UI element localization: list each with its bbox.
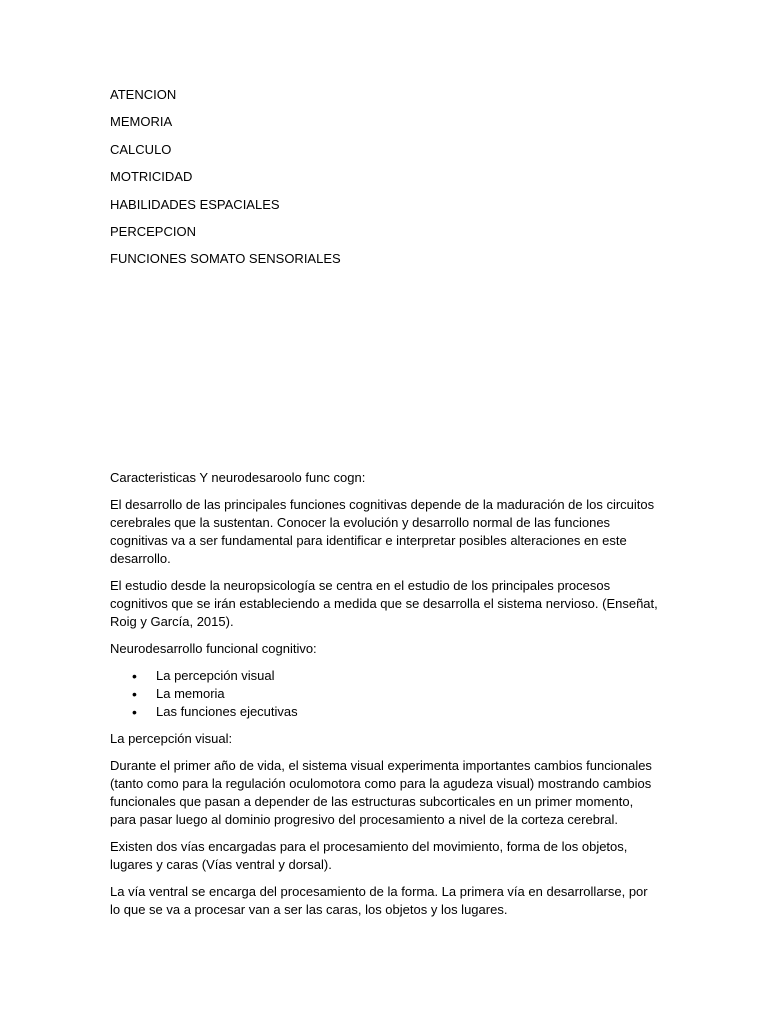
bullet-item: • La percepción visual [156,667,658,685]
topic-item: ATENCION [110,87,177,102]
topic-list [110,86,658,268]
bullet-list [110,667,658,721]
bullet-item: • La memoria [156,685,658,703]
subheading: Neurodesarrollo funcional cognitivo: [110,640,317,656]
topic-item: FUNCIONES SOMATO SENSORIALES [110,251,341,267]
paragraph: Existen dos vías encargadas para el procesamiento del movimiento, forma de los objetos, lugares y caras (Vías ventral y dorsal). [110,838,628,872]
paragraph: El estudio desde la neuropsicología se centra en el estudio de los principales procesos cognitivos que se irán estableciendo a medida que se desarrolla el sistema nervioso. (Enseñat, Roig y García, 2015). [110,577,658,629]
document-body [110,86,658,928]
topic-item: HABILIDADES ESPACIALES [110,196,280,212]
paragraph: Durante el primer año de vida, el sistema visual experimenta importantes cambios funcionales (tanto como para la regulación oculomotora como para la agudeza visual) mostrando cambios funcionales que pasan a depender de las estructuras subcorticales en un primer momento, para pasar luego al dominio progresivo del procesamiento a nivel de la corteza cerebral. [110,757,652,827]
topic-item: CALCULO [110,141,172,157]
topic-item: MOTRICIDAD [110,169,193,185]
topic-item: PERCEPCION [110,223,196,239]
blank-space [110,278,658,469]
topic-item: MEMORIA [110,114,173,130]
section-heading: Caracteristicas Y neurodesaroolo func cogn: [110,469,366,485]
subheading: La percepción visual: [110,730,233,746]
paragraph: El desarrollo de las principales funciones cognitivas depende de la maduración de los circuitos cerebrales que la sustentan. Conocer la evolución y desarrollo normal de las funciones cognitivas va a ser fundamental para identificar e interpretar posibles alteraciones en este desarrollo. [110,496,655,566]
bullet-item: • Las funciones ejecutivas [156,703,658,721]
paragraph: La vía ventral se encarga del procesamiento de la forma. La primera vía en desarrollarse, por lo que se va a procesar van a ser las caras, los objetos y los lugares. [110,883,648,917]
